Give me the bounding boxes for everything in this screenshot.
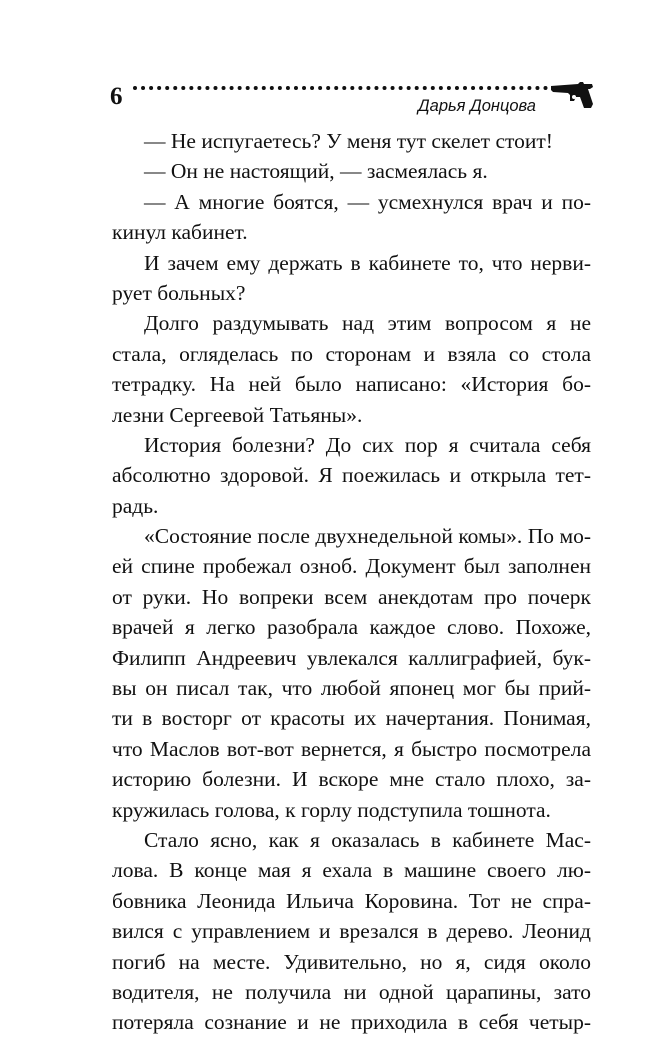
text-line: Стало ясно, как я оказалась в кабинете Мас- <box>144 827 591 852</box>
text-line: — А многие боятся, — усмехнулся врач и по- <box>144 189 591 214</box>
paragraph <box>112 308 591 430</box>
text-line: радь. <box>112 493 159 518</box>
text-line: что Маслов вот-вот вернется, я быстро посмотрела <box>112 736 591 761</box>
paragraph <box>112 825 591 1038</box>
text-line: лова. В конце мая я ехала в машине своего лю- <box>112 858 591 883</box>
text-line: — Не испугаетесь? У меня тут скелет стоит! <box>144 129 553 153</box>
paragraph <box>112 126 591 156</box>
text-line: — Он не настоящий, — засмеялась я. <box>144 159 488 184</box>
text-line: вы он писал так, что любой японец мог бы прий- <box>112 676 591 701</box>
paragraph <box>112 521 591 825</box>
paragraph <box>112 248 591 309</box>
text-line: от руки. Но вопреки всем анекдотам про почерк <box>112 584 591 609</box>
text-line: водителя, не получила ни одной царапины, зато <box>112 979 591 1004</box>
text-line: лезни Сергеевой Татьяны». <box>112 402 363 427</box>
text-line: врачей я легко разобрала каждое слово. Похоже, <box>112 615 591 640</box>
page-number: 6 <box>110 83 123 110</box>
text-line: ти в восторг от красоты их начертания. Понимая, <box>112 706 591 731</box>
text-line: вился с управлением и врезался в дерево. Леонид <box>112 919 591 944</box>
header-dotted-rule <box>133 86 548 90</box>
running-head-author: Дарья Донцова <box>418 97 536 115</box>
text-line: погиб на месте. Удивительно, но я, сидя около <box>112 949 591 974</box>
text-line: История болезни? До сих пор я считала себя <box>144 432 591 457</box>
text-line: Филипп Андреевич увлекался каллиграфией, бук- <box>112 645 591 670</box>
revolver-icon <box>550 80 594 110</box>
paragraph <box>112 430 591 521</box>
paragraph <box>112 156 591 186</box>
text-line: стала, огляделась по сторонам и взяла со стола <box>112 341 591 366</box>
text-line: абсолютно здоровой. Я поежилась и открыла тет- <box>112 463 591 488</box>
text-line: ей спине пробежал озноб. Документ был заполнен <box>112 554 591 579</box>
paragraph <box>112 187 591 248</box>
text-line: кружилась голова, к горлу подступила тошнота. <box>112 797 551 822</box>
text-line: потеряла сознание и не приходила в себя четыр- <box>112 1010 591 1035</box>
text-line: И зачем ему держать в кабинете то, что нерви- <box>144 250 591 275</box>
text-line: рует больных? <box>112 280 246 305</box>
text-line: бовника Леонида Ильича Коровина. Тот не спра- <box>112 888 591 913</box>
text-line: «Состояние после двухнедельной комы». По мо- <box>144 524 591 549</box>
text-line: Долго раздумывать над этим вопросом я не <box>144 311 591 336</box>
body-text <box>112 126 591 1038</box>
text-line: кинул кабинет. <box>112 220 248 245</box>
text-line: историю болезни. И вскоре мне стало плохо, за- <box>112 767 591 792</box>
text-line: тетрадку. На ней было написано: «История бо- <box>112 372 591 397</box>
